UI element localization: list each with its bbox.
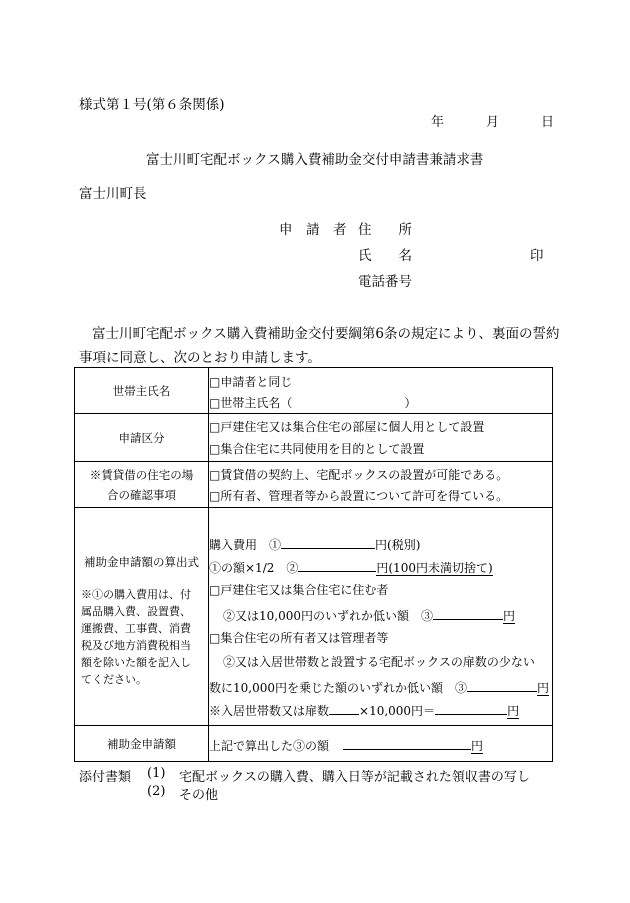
calc-note-line-3: 運搬費、工事費、消費	[81, 622, 191, 635]
row-calculation	[75, 508, 552, 726]
date-day: 日	[541, 115, 555, 130]
row-householder	[75, 368, 552, 414]
row-category	[75, 414, 552, 462]
calc-label: 補助金申請額の算出式	[84, 555, 199, 569]
purchase-cost-field[interactable]	[281, 534, 375, 549]
calc-note-line-1: ※①の購入費用は、付	[81, 588, 191, 601]
householder-name-option[interactable]	[209, 394, 416, 411]
attachment-2-number: (2)	[147, 784, 166, 799]
rental-label-line-2: 合の確認事項	[107, 487, 176, 502]
owner-formula: 数に10,000円を乗じた額のいずれか低い額 ③	[209, 681, 467, 695]
amount-label: 補助金申請額	[75, 726, 209, 761]
seal-mark: 印	[530, 248, 544, 264]
purchase-cost-line	[209, 534, 420, 553]
document-title: 富士川町宅配ボックス購入費補助金交付申請書兼請求書	[146, 152, 484, 168]
date-month: 月	[486, 115, 500, 130]
owner-amount-field[interactable]	[467, 677, 537, 692]
addressee: 富士川町長	[79, 186, 147, 202]
attachment-2-text: その他	[179, 788, 219, 803]
intro-line-2: 事項に同意し、次のとおり申請します。	[79, 350, 321, 366]
calc-note	[81, 586, 202, 688]
address-label: 住 所	[358, 222, 412, 238]
calc-label-cell	[75, 508, 209, 725]
intro-line-1: 富士川町宅配ボックス購入費補助金交付要綱第6条の規定により、裏面の誓約	[92, 326, 560, 342]
owner-option[interactable]: □集合住宅の所有者又は管理者等	[209, 631, 389, 645]
householder-name-suffix: ）	[404, 396, 417, 410]
category-label: 申請区分	[75, 414, 209, 461]
phone-label: 電話番号	[358, 274, 412, 290]
householder-name-prefix: □世帯主氏名（	[209, 396, 293, 410]
category-shared-option[interactable]: □集合住宅に共同使用を目的として設置	[209, 442, 425, 456]
owner-formula-line-1: ②又は入居世帯数と設置する宅配ボックスの扉数の少ない	[223, 655, 535, 669]
residents-amount-unit: 円	[507, 704, 520, 718]
owner-formula-line-2	[209, 677, 549, 696]
residents-label: ※入居世帯数又は扉数	[209, 704, 330, 718]
amount-text: 上記で算出した③の額	[209, 739, 330, 753]
date-year: 年	[431, 115, 445, 130]
half-amount-line	[209, 557, 493, 576]
calc-note-line-2: 属品購入費、設置費、	[81, 605, 191, 618]
detached-amount-unit: 円	[503, 609, 516, 623]
detached-formula-line	[223, 605, 515, 624]
attachments-label: 添付書類	[79, 770, 132, 785]
detached-option[interactable]: □戸建住宅又は集合住宅に住む者	[209, 583, 389, 597]
calc-note-line-4: 税及び地方消費税相当	[81, 639, 191, 652]
residents-multiplier: ×10,000円＝	[359, 704, 436, 718]
calc-note-line-6: てください。	[81, 673, 147, 686]
detached-formula: ②又は10,000円のいずれか低い額 ③	[223, 609, 433, 623]
row-rental	[75, 462, 552, 508]
rental-label-line-1: ※賃貸借の住宅の場	[89, 467, 194, 482]
purchase-cost-label: 購入費用 ①	[209, 538, 282, 552]
detached-amount-field[interactable]	[433, 605, 503, 620]
attachment-1-number: (1)	[147, 766, 166, 781]
owner-amount-unit: 円	[537, 681, 550, 695]
rental-permission-option[interactable]: □所有者、管理者等から設置について許可を得ている。	[209, 489, 509, 503]
purchase-cost-unit: 円(税別)	[375, 538, 421, 552]
name-label: 氏 名	[358, 248, 412, 264]
half-amount-label: ①の額×1/2 ②	[209, 561, 299, 575]
row-amount	[75, 726, 552, 761]
category-individual-option[interactable]: □戸建住宅又は集合住宅の部屋に個人用として設置	[209, 420, 485, 434]
householder-same-option[interactable]: □申請者と同じ	[209, 375, 293, 389]
residents-amount-field[interactable]	[435, 700, 507, 715]
application-table	[74, 367, 553, 762]
form-number: 様式第１号(第６条関係)	[79, 97, 225, 113]
residents-count-field[interactable]	[329, 700, 359, 715]
amount-unit: 円	[471, 739, 484, 753]
applicant-label: 申 請 者	[279, 222, 347, 238]
calc-note-line-5: 額を除いた額を記入し	[81, 656, 191, 669]
attachment-1-text: 宅配ボックスの購入費、購入日等が記載された領収書の写し	[179, 770, 530, 785]
rental-contract-option[interactable]: □賃貸借の契約上、宅配ボックスの設置が可能である。	[209, 468, 509, 482]
residents-line	[209, 700, 519, 719]
half-amount-field[interactable]	[298, 557, 376, 572]
half-amount-unit: 円(100円未満切捨て)	[376, 561, 493, 575]
amount-line	[209, 735, 483, 754]
householder-label: 世帯主氏名	[75, 368, 209, 413]
amount-field[interactable]	[343, 735, 471, 750]
rental-label	[75, 462, 209, 507]
